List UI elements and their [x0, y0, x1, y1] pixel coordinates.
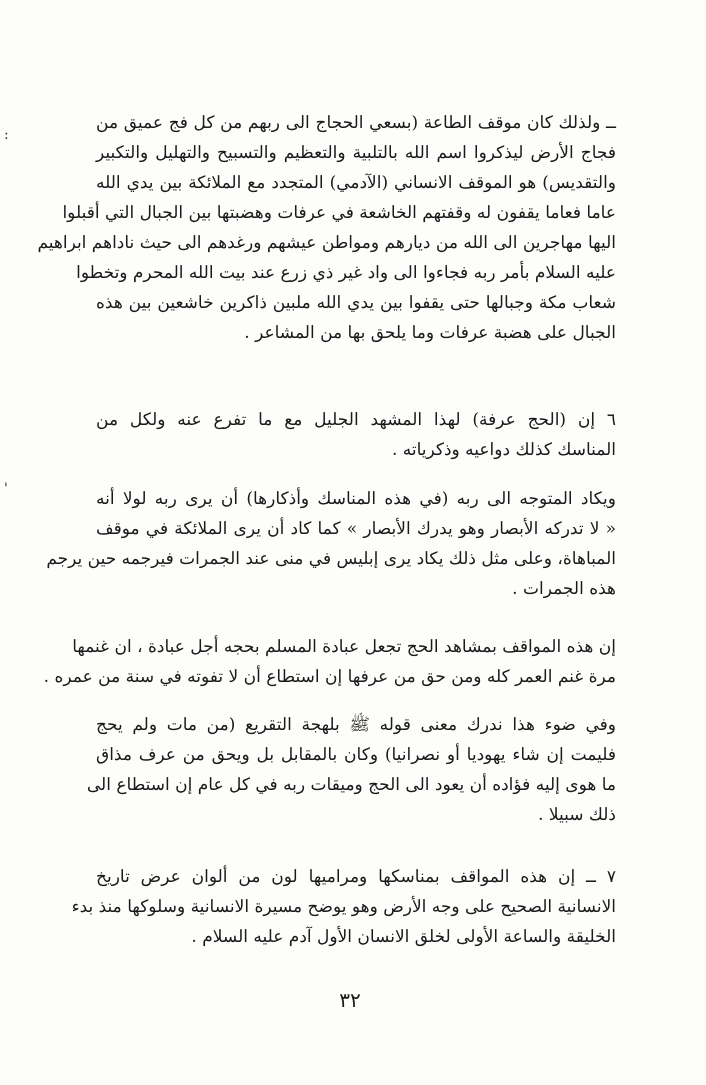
paragraph-2: [96, 405, 616, 465]
margin-mark-top: :: [4, 127, 9, 143]
paragraph-line: والتقديس) هو الموقف الانساني (الآدمي) المتجدد مع الملائكة بين يدي الله: [96, 173, 616, 193]
paragraph-line: هذه الجمرات .: [512, 579, 616, 599]
paragraph-line: الخليقة والساعة الأولى لخلق الانسان الأول آدم عليه السلام .: [191, 927, 616, 947]
paragraph-5: [86, 710, 616, 830]
paragraph-line: ٦ إن (الحج عرفة) لهذا المشهد الجليل مع ما تفرع عنه ولكل من: [96, 410, 616, 430]
paragraph-line: إن هذه المواقف بمشاهد الحج تجعل عبادة المسلم بحجه أجل عبادة ، ان غنمها: [72, 637, 616, 657]
margin-mark-middle: ': [4, 481, 8, 497]
paragraph-6: [71, 862, 616, 952]
paragraph-line: فليمت إن شاء يهوديا أو نصرانيا) وكان بالمقابل بل ويحق من عرف مذاق: [96, 745, 616, 765]
paragraph-line: المناسك كذلك دواعيه وذكرياته .: [391, 440, 616, 460]
page-number: ٣٢: [339, 988, 361, 1012]
paragraph-line: اليها مهاجرين الى الله من ديارهم ومواطن عيشهم ورغدهم الى حيث ناداهم ابراهيم: [37, 233, 616, 253]
paragraph-1: [37, 108, 616, 348]
paragraph-line: ويكاد المتوجه الى ربه (في هذه المناسك وأذكارها) أن يرى ربه لولا أنه: [96, 489, 616, 509]
paragraph-line: شعاب مكة وجبالها حتى يقفوا بين يدي الله ملبين ذاكرين خاشعين بين هذه: [96, 293, 616, 313]
paragraph-line: عليه السلام بأمر ربه فجاءوا الى واد غير ذي زرع عند بيت الله المحرم وتخطوا: [76, 263, 616, 283]
paragraph-line: « لا تدركه الأبصار وهو يدرك الأبصار » كما كاد أن يرى الملائكة في موقف: [96, 519, 616, 539]
paragraph-3: [46, 484, 616, 604]
paragraph-line: المباهاة، وعلى مثل ذلك يكاد يرى إبليس في منى عند الجمرات فيرجمه حين يرجم: [46, 549, 616, 569]
paragraph-line: فجاج الأرض ليذكروا اسم الله بالتلبية والتعظيم والتسبيح والتهليل والتكبير: [96, 143, 616, 163]
paragraph-line: ما هوى إليه فؤاده أن يعود الى الحج وميقات ربه في كل عام إن استطاع الى: [86, 775, 616, 795]
paragraph-line: وفي ضوء هذا ندرك معنى قوله ﷺ بلهجة التقريع (من مات ولم يحج: [96, 715, 616, 735]
paragraph-line: الانسانية الصحيح على وجه الأرض وهو يوضح مسيرة الانسانية وسلوكها منذ بدء: [71, 897, 616, 917]
paragraph-line: مرة غنم العمر كله ومن حق من عرفها إن استطاع أن لا تفوته في سنة من عمره .: [43, 667, 616, 687]
paragraph-line: ــ ولذلك كان موقف الطاعة (بسعي الحجاج الى ربهم من كل فج عميق من: [96, 113, 616, 133]
paragraph-4: [43, 632, 616, 692]
paragraph-line: الجبال على هضبة عرفات وما يلحق بها من المشاعر .: [244, 323, 616, 343]
paragraph-line: ٧ ــ إن هذه المواقف بمناسكها ومراميها لون من ألوان عرض تاريخ: [96, 867, 616, 887]
paragraph-line: عاما فعاما يقفون له وقفتهم الخاشعة في عرفات وهضبتها بين الجبال التي أقبلوا: [62, 203, 616, 223]
paragraph-line: ذلك سبيلا .: [538, 805, 616, 825]
